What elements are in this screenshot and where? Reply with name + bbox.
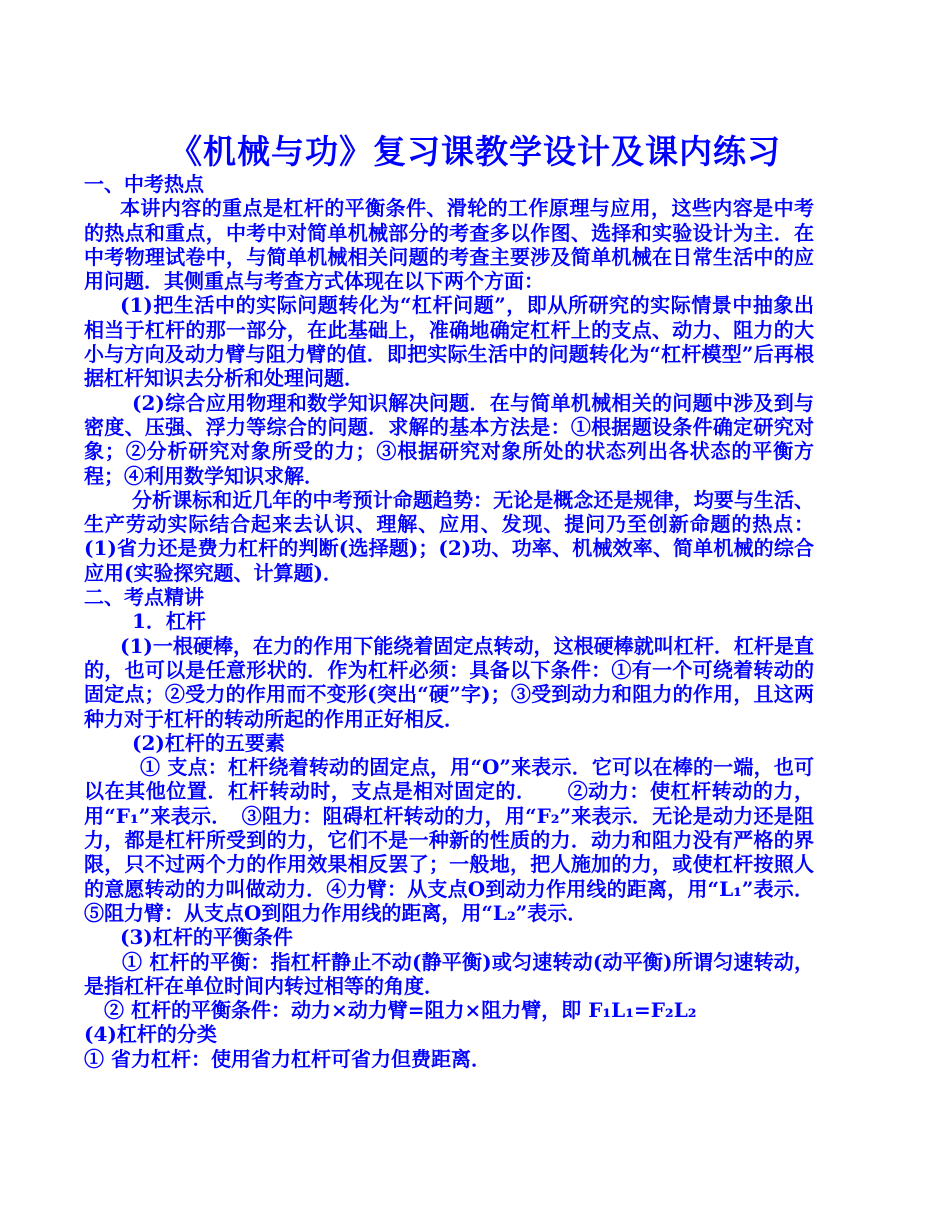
paragraph: 本讲内容的重点是杠杆的平衡条件、滑轮的工作原理与应用，这些内容是中考的热点和重点，中考中对简单机械部分的考查多以作图、选择和实验设计为主．在中考物理试卷中，与简单机械相关问题的考查主要涉及简单机械在日常生活中的应用问题．其侧重点与考查方式体现在以下两个方面： [84,196,814,294]
paragraph: ① 支点：杠杆绕着转动的固定点，用“O”来表示．它可以在棒的一端，也可以在其他位置．杠杆转动时，支点是相对固定的． ②动力：使杠杆转动的力，用“F₁”来表示． ③阻力：阻碍杠杆转动的力，用“F₂”来表示．无论是动力还是阻力，都是杠杆所受到的力，它们不是一种新的性质的力．动力和阻力没有严格的界限，只不过两个力的作用效果相反罢了；一般地，把人施加的力，或使杠杆按照人的意愿转动的力叫做动力．④力臂：从支点O到动力作用线的距离，用“L₁”表示．⑤阻力臂：从支点O到阻力作用线的距离，用“L₂”表示． [84,755,814,925]
paragraph: (2)综合应用物理和数学知识解决问题．在与简单机械相关的问题中涉及到与密度、压强、浮力等综合的问题．求解的基本方法是：①根据题设条件确定研究对象；②分析研究对象所受的力；③根据研究对象所处的状态列出各状态的平衡方程；④利用数学知识求解． [84,390,814,488]
section-heading: 二、考点精讲 [84,585,204,610]
paragraph: ① 杠杆的平衡：指杠杆静止不动(静平衡)或匀速转动(动平衡)所谓匀速转动，是指杠杆在单位时间内转过相等的角度． [84,949,814,998]
paragraph: (1)一根硬棒，在力的作用下能绕着固定点转动，这根硬棒就叫杠杆．杠杆是直的，也可以是任意形状的．作为杠杆必须：具备以下条件：①有一个可绕着转动的固定点；②受力的作用而不变形(突出“硬”字)；③受到动力和阻力的作用，且这两种力对于杠杆的转动所起的作用正好相反． [84,633,814,731]
paragraph: ② 杠杆的平衡条件：动力×动力臂=阻力×阻力臂，即 F₁L₁=F₂L₂ [104,998,697,1023]
paragraph: ① 省力杠杆：使用省力杠杆可省力但费距离． [84,1046,491,1071]
subsection-heading: (4)杠杆的分类 [84,1022,217,1047]
subsection-heading: (2)杠杆的五要素 [132,730,285,755]
paragraph: (1)把生活中的实际问题转化为“杠杆问题”，即从所研究的实际情景中抽象出相当于杠杆的那一部分，在此基础上，准确地确定杠杆上的支点、动力、阻力的大小与方向及动力臂与阻力臂的值．即把实际生活中的问题转化为“杠杆模型”后再根据杠杆知识去分析和处理问题． [84,293,814,391]
subsection-heading: (3)杠杆的平衡条件 [120,925,293,950]
paragraph: 分析课标和近几年的中考预计命题趋势：无论是概念还是规律，均要与生活、生产劳动实际结合起来去认识、理解、应用、发现、提问乃至创新命题的热点：(1)省力还是费力杠杆的判断(选择题)；(2)功、功率、机械效率、简单机械的综合应用(实验探究题、计算题)． [84,487,814,585]
subsection-heading: 1．杠杆 [132,609,206,634]
document-title: 《机械与功》复习课教学设计及课内练习 [169,132,781,171]
document-body [84,172,814,1071]
section-heading: 一、中考热点 [84,172,204,196]
